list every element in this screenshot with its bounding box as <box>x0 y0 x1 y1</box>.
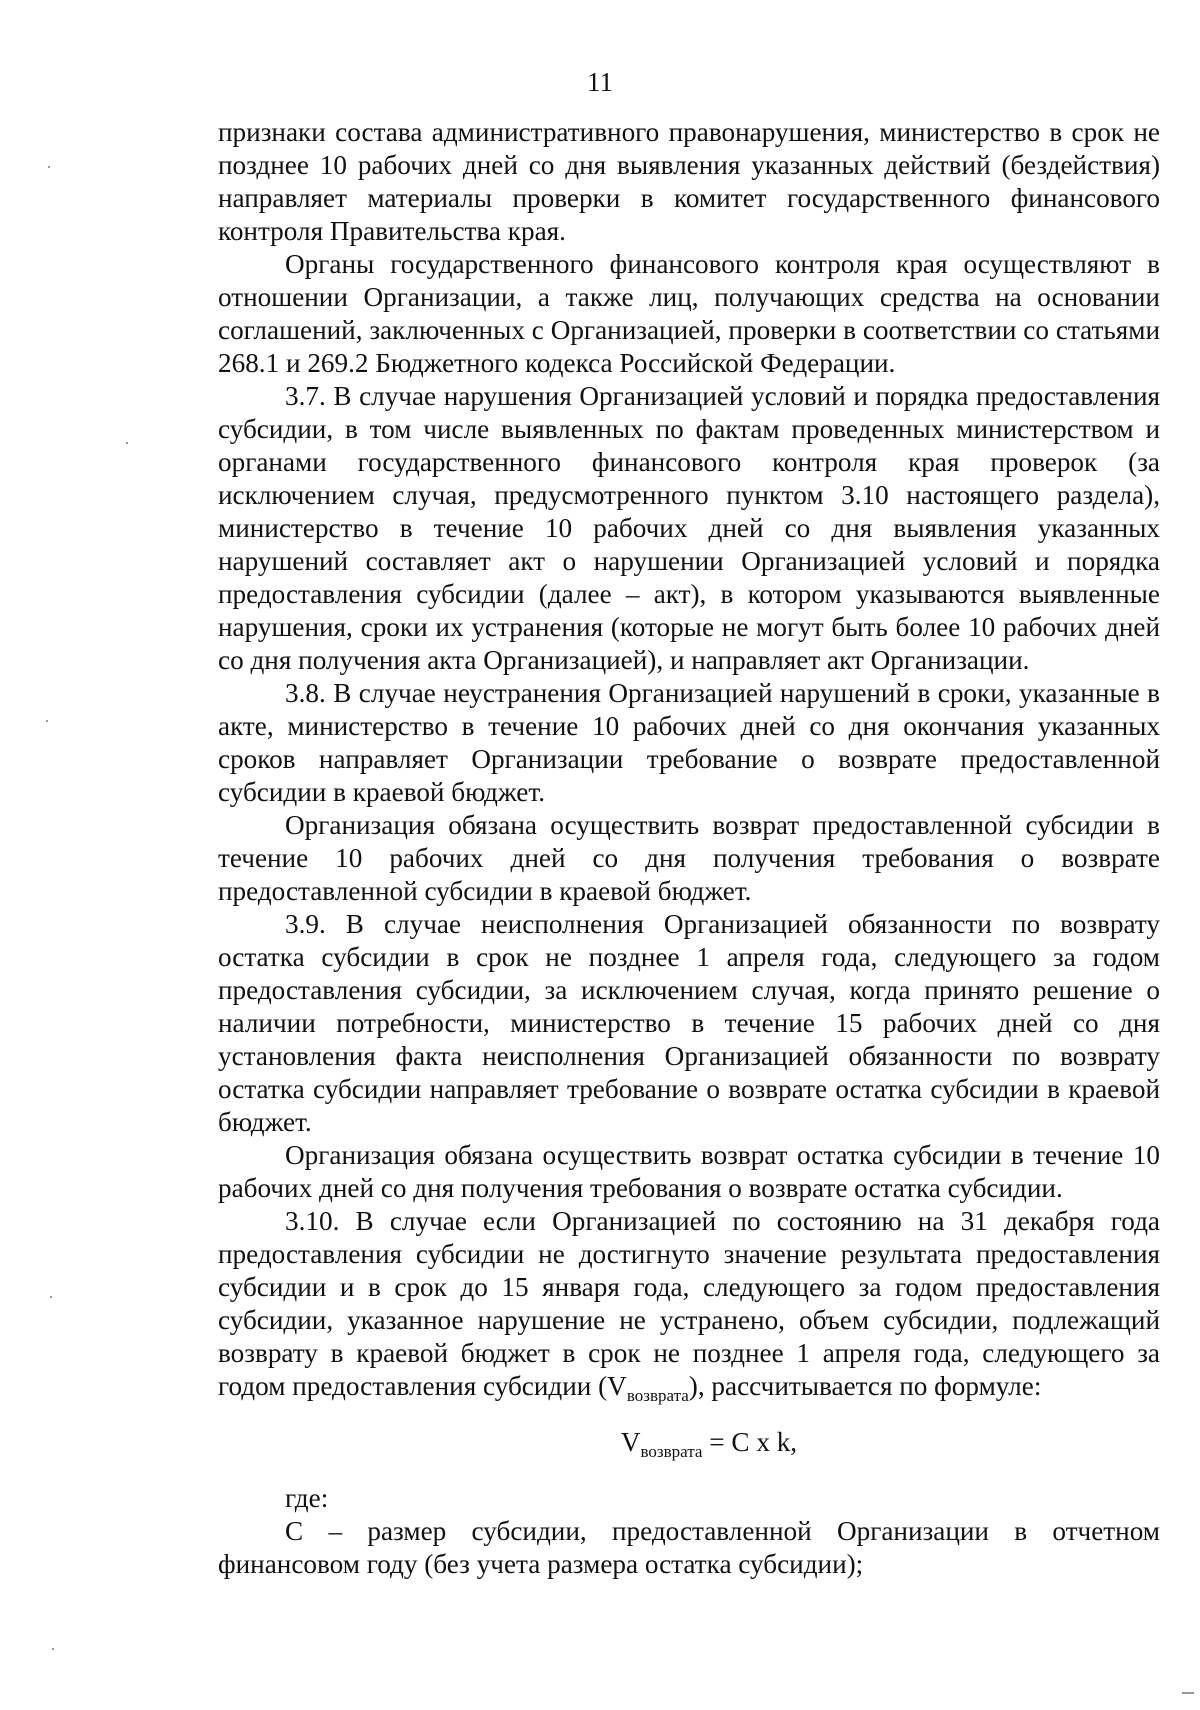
paragraph-3-10 <box>218 1205 1160 1412</box>
subscript: возврата <box>626 1386 689 1405</box>
paragraph-3-7: 3.7. В случае нарушения Организацией условий и порядка предоставления субсидии, в том числе выявленных по фактам проведенных министерством и органами государственного финансового контроля края проверок (за исключением случая, предусмотренного пунктом 3.10 настоящего раздела), министерство в течение 10 рабочих дней со дня выявления указанных нарушений составляет акт о нарушении Организацией условий и порядка предоставления субсидии (далее – акт), в котором указываются выявленные нарушения, сроки их устранения (которые не могут быть более 10 рабочих дней со дня получения акта Организацией), и направляет акт Организации. <box>218 381 1160 675</box>
paragraph: признаки состава административного правонарушения, министерство в срок не позднее 10 рабочих дней со дня выявления указанных действий (бездействия) направляет материалы проверки в комитет государственного финансового контроля Правительства края. <box>218 117 1160 246</box>
paragraph: Организация обязана осуществить возврат предоставленной субсидии в течение 10 рабочих дней со дня получения требования о возврате предоставленной субсидии в краевой бюджет. <box>218 810 1160 906</box>
scan-mark <box>46 720 48 722</box>
scan-mark <box>50 1296 52 1298</box>
paragraph-text-tail: ), рассчитывается по формуле: <box>688 1371 1042 1401</box>
document-body <box>218 116 1160 1581</box>
formula-rhs: = C x k, <box>702 1427 798 1457</box>
paragraph: Организация обязана осуществить возврат остатка субсидии в течение 10 рабочих дней со дня получения требования о возврате остатка субсидии. <box>218 1140 1160 1203</box>
paragraph-3-9: 3.9. В случае неисполнения Организацией обязанности по возврату остатка субсидии в срок не позднее 1 апреля года, следующего за годом предоставления субсидии, за исключением случая, когда принято решение о наличии потребности, министерство в течение 15 рабочих дней со дня установления факта неисполнения Организацией обязанности по возврату остатка субсидии направляет требование о возврате остатка субсидии в краевой бюджет. <box>218 909 1160 1137</box>
scan-mark <box>126 442 128 444</box>
scan-mark <box>48 166 50 168</box>
paragraph-3-8: 3.8. В случае неустранения Организацией нарушений в сроки, указанные в акте, министерство в течение 10 рабочих дней со дня окончания указанных сроков направляет Организации требование о возврате предоставленной субсидии в краевой бюджет. <box>218 678 1160 807</box>
where-label: где: <box>285 1483 329 1513</box>
scan-mark <box>52 1648 54 1650</box>
formula <box>218 1426 1160 1468</box>
formula-subscript: возврата <box>640 1442 703 1461</box>
formula-base: V <box>620 1427 641 1457</box>
paragraph-text: 3.10. В случае если Организацией по состоянию на 31 декабря года предоставления субсидии не достигнуто значение результата предоставления субсидии и в срок до 15 января года, следующего за годом предоставления субсидии, указанное нарушение не устранено, объем субсидии, подлежащий возврату в краевой бюджет в срок не позднее 1 апреля года, следующего за годом предоставления субсидии (V <box>218 1206 1160 1401</box>
paragraph-definition-c: C – размер субсидии, предоставленной Организации в отчетном финансовом году (без учета размера остатка субсидии); <box>218 1516 1160 1579</box>
scan-mark <box>1182 1692 1194 1694</box>
page-number: 11 <box>587 67 613 97</box>
paragraph: Органы государственного финансового контроля края осуществляют в отношении Организации, а также лиц, получающих средства на основании соглашений, заключенных с Организацией, проверки в соответствии со статьями 268.1 и 269.2 Бюджетного кодекса Российской Федерации. <box>218 249 1160 378</box>
